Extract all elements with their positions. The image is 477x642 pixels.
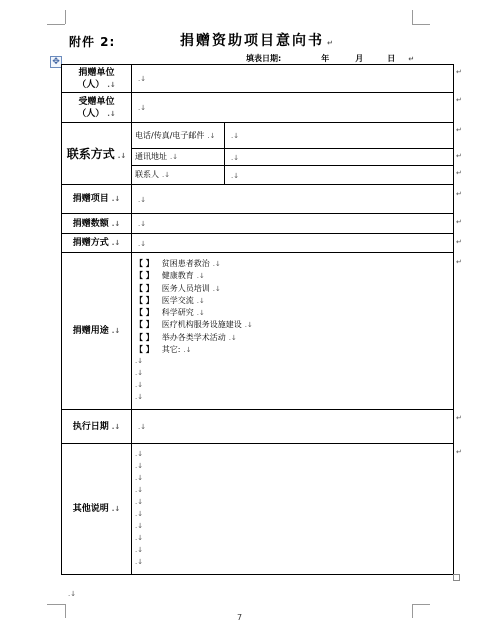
end-of-row-mark: ↵ <box>456 169 462 177</box>
label-amount: 捐赠数额 .↓ <box>62 214 132 234</box>
label-donor: 捐赠单位（人） .↓ <box>62 65 132 93</box>
label-phone-fax-email: 电话/传真/电子邮件 .↓ <box>132 123 225 149</box>
end-of-row-mark: ↵ <box>456 414 462 422</box>
end-of-row-mark: ↵ <box>456 238 462 246</box>
end-of-row-mark: ↵ <box>456 96 462 104</box>
end-of-row-mark: ↵ <box>456 448 462 456</box>
table-resize-handle[interactable] <box>453 574 460 581</box>
value-exec-date[interactable]: .↓ <box>132 410 454 444</box>
purpose-options <box>132 253 454 410</box>
value-phone-fax-email[interactable]: .↓ <box>225 123 454 149</box>
purpose-option-other[interactable]: 【 】 其它: .↓ <box>135 345 192 355</box>
value-contact-person[interactable]: .↓ <box>225 166 454 185</box>
label-contact: 联系方式 .↓ <box>62 123 132 185</box>
purpose-option[interactable]: 【 】 健康教育 .↓ <box>135 271 205 281</box>
purpose-option[interactable]: 【 】 医务人员培训 .↓ <box>135 283 221 293</box>
page-number: 7 <box>237 613 243 622</box>
paragraph-mark: ↵ <box>408 55 415 63</box>
value-method[interactable]: .↓ <box>132 234 454 253</box>
value-notes[interactable]: .↓ .↓ .↓ .↓ .↓ .↓ .↓ .↓ .↓ .↓ <box>132 444 454 575</box>
end-of-row-mark: ↵ <box>456 258 462 266</box>
paragraph-mark: .↓ <box>68 590 77 598</box>
purpose-option[interactable]: 【 】 医疗机构服务设施建设 .↓ <box>135 320 253 330</box>
end-of-row-mark: ↵ <box>456 126 462 134</box>
label-notes: 其他说明 .↓ <box>62 444 132 575</box>
value-donor[interactable]: .↓ <box>132 65 454 93</box>
value-amount[interactable]: .↓ <box>132 214 454 234</box>
crop-mark-bottom-right <box>412 604 413 605</box>
blank-line: .↓ <box>135 393 144 402</box>
label-exec-date: 执行日期 .↓ <box>62 410 132 444</box>
document-title <box>180 30 335 50</box>
label-recipient: 受赠单位（人） .↓ <box>62 93 132 123</box>
value-address[interactable]: .↓ <box>225 149 454 166</box>
blank-line: .↓ <box>135 369 144 378</box>
value-project[interactable]: .↓ <box>132 185 454 214</box>
fill-date-label: 填表日期: <box>246 54 282 63</box>
label-project: 捐赠项目 .↓ <box>62 185 132 214</box>
crop-mark-top-left <box>47 10 48 11</box>
blank-line: .↓ <box>135 381 144 390</box>
fill-date-month: 月 <box>355 54 364 63</box>
end-of-row-mark: ↵ <box>456 152 462 160</box>
purpose-option[interactable]: 【 】 科学研究 .↓ <box>135 308 205 318</box>
document-title-text: 捐赠资助项目意向书 <box>180 33 324 49</box>
fill-date-day: 日 <box>387 54 396 63</box>
purpose-option[interactable]: 【 】 医学交流 .↓ <box>135 295 205 305</box>
value-recipient[interactable]: .↓ <box>132 93 454 123</box>
label-purpose: 捐赠用途 .↓ <box>62 253 132 410</box>
attachment-label: 附件 2: <box>69 35 116 49</box>
paragraph-mark: ↵ <box>327 39 335 47</box>
label-contact-person: 联系人 .↓ <box>132 166 225 185</box>
purpose-option[interactable]: 【 】 举办各类学术活动 .↓ <box>135 332 237 342</box>
end-of-row-mark: ↵ <box>456 190 462 198</box>
label-method: 捐赠方式 .↓ <box>62 234 132 253</box>
donation-intent-form-table <box>61 64 454 575</box>
crop-mark-top-right <box>412 10 413 11</box>
crop-mark-bottom-left <box>47 604 48 605</box>
fill-date-year: 年 <box>321 54 330 63</box>
label-address: 通讯地址 .↓ <box>132 149 225 166</box>
fill-date-line <box>246 53 414 64</box>
end-of-row-mark: ↵ <box>456 218 462 226</box>
purpose-option[interactable]: 【 】 贫困患者救治 .↓ <box>135 259 221 268</box>
end-of-row-mark: ↵ <box>456 68 462 76</box>
table-move-handle-icon[interactable]: ✥ <box>50 56 62 68</box>
blank-line: .↓ <box>135 357 144 366</box>
